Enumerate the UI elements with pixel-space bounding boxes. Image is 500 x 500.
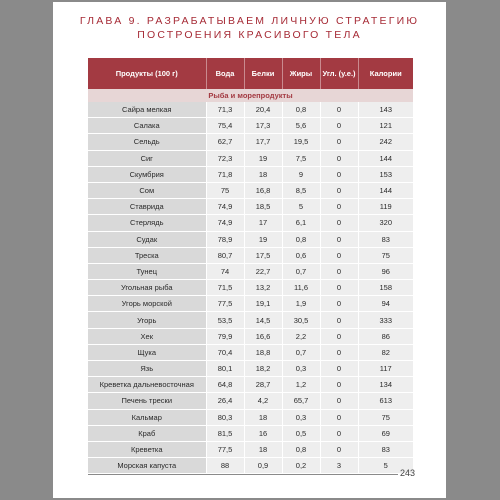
value-cell: 2,2 xyxy=(282,328,320,344)
value-cell: 6,1 xyxy=(282,215,320,231)
value-cell: 0 xyxy=(320,344,358,360)
value-cell: 16,6 xyxy=(244,328,282,344)
value-cell: 80,7 xyxy=(206,247,244,263)
product-name-cell: Ставрида xyxy=(88,199,206,215)
value-cell: 74 xyxy=(206,263,244,279)
value-cell: 5 xyxy=(282,199,320,215)
value-cell: 30,5 xyxy=(282,312,320,328)
value-cell: 18 xyxy=(244,409,282,425)
value-cell: 1,2 xyxy=(282,377,320,393)
value-cell: 96 xyxy=(358,263,413,279)
value-cell: 17,5 xyxy=(244,247,282,263)
value-cell: 0 xyxy=(320,215,358,231)
table-header-row xyxy=(88,58,413,89)
value-cell: 0 xyxy=(320,425,358,441)
value-cell: 5,6 xyxy=(282,118,320,134)
value-cell: 333 xyxy=(358,312,413,328)
table-row xyxy=(88,328,413,344)
value-cell: 71,8 xyxy=(206,166,244,182)
value-cell: 4,2 xyxy=(244,393,282,409)
value-cell: 26,4 xyxy=(206,393,244,409)
column-header-carbs: Угл. (у.е.) xyxy=(320,58,358,89)
product-name-cell: Печень трески xyxy=(88,393,206,409)
value-cell: 0 xyxy=(320,296,358,312)
table-row xyxy=(88,361,413,377)
table-row xyxy=(88,280,413,296)
section-title: Рыба и морепродукты xyxy=(88,89,413,102)
table-row xyxy=(88,263,413,279)
table-row xyxy=(88,296,413,312)
value-cell: 0 xyxy=(320,199,358,215)
value-cell: 13,2 xyxy=(244,280,282,296)
chapter-title-line2: ПОСТРОЕНИЯ КРАСИВОГО ТЕЛА xyxy=(137,29,362,41)
value-cell: 320 xyxy=(358,215,413,231)
value-cell: 19 xyxy=(244,231,282,247)
product-name-cell: Язь xyxy=(88,361,206,377)
value-cell: 74,9 xyxy=(206,215,244,231)
product-name-cell: Хек xyxy=(88,328,206,344)
table-row xyxy=(88,409,413,425)
value-cell: 0,5 xyxy=(282,425,320,441)
product-name-cell: Угорь морской xyxy=(88,296,206,312)
value-cell: 0 xyxy=(320,361,358,377)
value-cell: 0 xyxy=(320,263,358,279)
value-cell: 0 xyxy=(320,231,358,247)
table-row xyxy=(88,393,413,409)
value-cell: 17 xyxy=(244,215,282,231)
value-cell: 18,5 xyxy=(244,199,282,215)
value-cell: 65,7 xyxy=(282,393,320,409)
value-cell: 0,7 xyxy=(282,263,320,279)
section-row xyxy=(88,89,413,102)
product-name-cell: Салака xyxy=(88,118,206,134)
value-cell: 64,8 xyxy=(206,377,244,393)
table-row xyxy=(88,215,413,231)
value-cell: 0,9 xyxy=(244,458,282,474)
value-cell: 0,3 xyxy=(282,361,320,377)
column-header-fat: Жиры xyxy=(282,58,320,89)
value-cell: 77,5 xyxy=(206,296,244,312)
value-cell: 18,2 xyxy=(244,361,282,377)
page-number: 243 xyxy=(400,468,416,478)
value-cell: 0,8 xyxy=(282,102,320,118)
table-row xyxy=(88,312,413,328)
value-cell: 0 xyxy=(320,102,358,118)
table-row xyxy=(88,425,413,441)
value-cell: 81,5 xyxy=(206,425,244,441)
value-cell: 0 xyxy=(320,409,358,425)
value-cell: 18 xyxy=(244,166,282,182)
value-cell: 0 xyxy=(320,247,358,263)
value-cell: 19 xyxy=(244,150,282,166)
value-cell: 16 xyxy=(244,425,282,441)
product-name-cell: Тунец xyxy=(88,263,206,279)
value-cell: 117 xyxy=(358,361,413,377)
product-name-cell: Сельдь xyxy=(88,134,206,150)
value-cell: 72,3 xyxy=(206,150,244,166)
value-cell: 0,8 xyxy=(282,441,320,457)
value-cell: 75 xyxy=(358,247,413,263)
value-cell: 17,7 xyxy=(244,134,282,150)
column-header-calories: Калории xyxy=(358,58,413,89)
product-name-cell: Сом xyxy=(88,182,206,198)
value-cell: 0,3 xyxy=(282,409,320,425)
value-cell: 0 xyxy=(320,134,358,150)
value-cell: 22,7 xyxy=(244,263,282,279)
value-cell: 0 xyxy=(320,393,358,409)
value-cell: 0 xyxy=(320,118,358,134)
product-name-cell: Сайра мелкая xyxy=(88,102,206,118)
value-cell: 75 xyxy=(206,182,244,198)
value-cell: 79,9 xyxy=(206,328,244,344)
value-cell: 119 xyxy=(358,199,413,215)
value-cell: 0 xyxy=(320,441,358,457)
table-row xyxy=(88,344,413,360)
value-cell: 121 xyxy=(358,118,413,134)
table-row xyxy=(88,231,413,247)
table-row xyxy=(88,166,413,182)
product-name-cell: Морская капуста xyxy=(88,458,206,474)
value-cell: 0 xyxy=(320,312,358,328)
value-cell: 0 xyxy=(320,280,358,296)
value-cell: 82 xyxy=(358,344,413,360)
value-cell: 80,1 xyxy=(206,361,244,377)
value-cell: 0 xyxy=(320,150,358,166)
value-cell: 153 xyxy=(358,166,413,182)
value-cell: 20,4 xyxy=(244,102,282,118)
value-cell: 0 xyxy=(320,182,358,198)
chapter-header xyxy=(53,14,446,42)
value-cell: 71,5 xyxy=(206,280,244,296)
nutrition-table-container xyxy=(88,58,413,474)
product-name-cell: Краб xyxy=(88,425,206,441)
value-cell: 8,5 xyxy=(282,182,320,198)
value-cell: 19,1 xyxy=(244,296,282,312)
value-cell: 158 xyxy=(358,280,413,296)
table-row xyxy=(88,377,413,393)
product-name-cell: Кальмар xyxy=(88,409,206,425)
product-name-cell: Сиг xyxy=(88,150,206,166)
footer-rule xyxy=(88,474,398,475)
value-cell: 17,3 xyxy=(244,118,282,134)
value-cell: 0 xyxy=(320,166,358,182)
column-header-water: Вода xyxy=(206,58,244,89)
value-cell: 74,9 xyxy=(206,199,244,215)
value-cell: 71,3 xyxy=(206,102,244,118)
value-cell: 144 xyxy=(358,182,413,198)
value-cell: 77,5 xyxy=(206,441,244,457)
value-cell: 3 xyxy=(320,458,358,474)
value-cell: 80,3 xyxy=(206,409,244,425)
column-header-product: Продукты (100 г) xyxy=(88,58,206,89)
value-cell: 0,7 xyxy=(282,344,320,360)
column-header-protein: Белки xyxy=(244,58,282,89)
value-cell: 78,9 xyxy=(206,231,244,247)
value-cell: 0,8 xyxy=(282,231,320,247)
value-cell: 70,4 xyxy=(206,344,244,360)
value-cell: 16,8 xyxy=(244,182,282,198)
product-name-cell: Скумбрия xyxy=(88,166,206,182)
value-cell: 19,5 xyxy=(282,134,320,150)
table-row xyxy=(88,118,413,134)
value-cell: 83 xyxy=(358,231,413,247)
value-cell: 75,4 xyxy=(206,118,244,134)
value-cell: 83 xyxy=(358,441,413,457)
table-row xyxy=(88,247,413,263)
value-cell: 11,6 xyxy=(282,280,320,296)
value-cell: 88 xyxy=(206,458,244,474)
table-row xyxy=(88,182,413,198)
value-cell: 9 xyxy=(282,166,320,182)
value-cell: 0,6 xyxy=(282,247,320,263)
value-cell: 144 xyxy=(358,150,413,166)
product-name-cell: Треска xyxy=(88,247,206,263)
value-cell: 18,8 xyxy=(244,344,282,360)
value-cell: 18 xyxy=(244,441,282,457)
value-cell: 0 xyxy=(320,328,358,344)
value-cell: 1,9 xyxy=(282,296,320,312)
nutrition-table xyxy=(88,58,413,474)
value-cell: 5 xyxy=(358,458,413,474)
product-name-cell: Креветка xyxy=(88,441,206,457)
value-cell: 143 xyxy=(358,102,413,118)
product-name-cell: Угольная рыба xyxy=(88,280,206,296)
table-row xyxy=(88,102,413,118)
product-name-cell: Стерлядь xyxy=(88,215,206,231)
value-cell: 242 xyxy=(358,134,413,150)
value-cell: 0,2 xyxy=(282,458,320,474)
value-cell: 86 xyxy=(358,328,413,344)
value-cell: 0 xyxy=(320,377,358,393)
value-cell: 94 xyxy=(358,296,413,312)
value-cell: 69 xyxy=(358,425,413,441)
product-name-cell: Креветка дальневосточная xyxy=(88,377,206,393)
table-row xyxy=(88,458,413,474)
value-cell: 53,5 xyxy=(206,312,244,328)
value-cell: 613 xyxy=(358,393,413,409)
value-cell: 7,5 xyxy=(282,150,320,166)
book-page xyxy=(53,2,446,498)
product-name-cell: Угорь xyxy=(88,312,206,328)
product-name-cell: Щука xyxy=(88,344,206,360)
value-cell: 62,7 xyxy=(206,134,244,150)
value-cell: 134 xyxy=(358,377,413,393)
table-row xyxy=(88,441,413,457)
chapter-title-line1: ГЛАВА 9. РАЗРАБАТЫВАЕМ ЛИЧНУЮ СТРАТЕГИЮ xyxy=(79,15,420,27)
table-row xyxy=(88,150,413,166)
table-row xyxy=(88,199,413,215)
value-cell: 75 xyxy=(358,409,413,425)
value-cell: 28,7 xyxy=(244,377,282,393)
value-cell: 14,5 xyxy=(244,312,282,328)
product-name-cell: Судак xyxy=(88,231,206,247)
table-row xyxy=(88,134,413,150)
